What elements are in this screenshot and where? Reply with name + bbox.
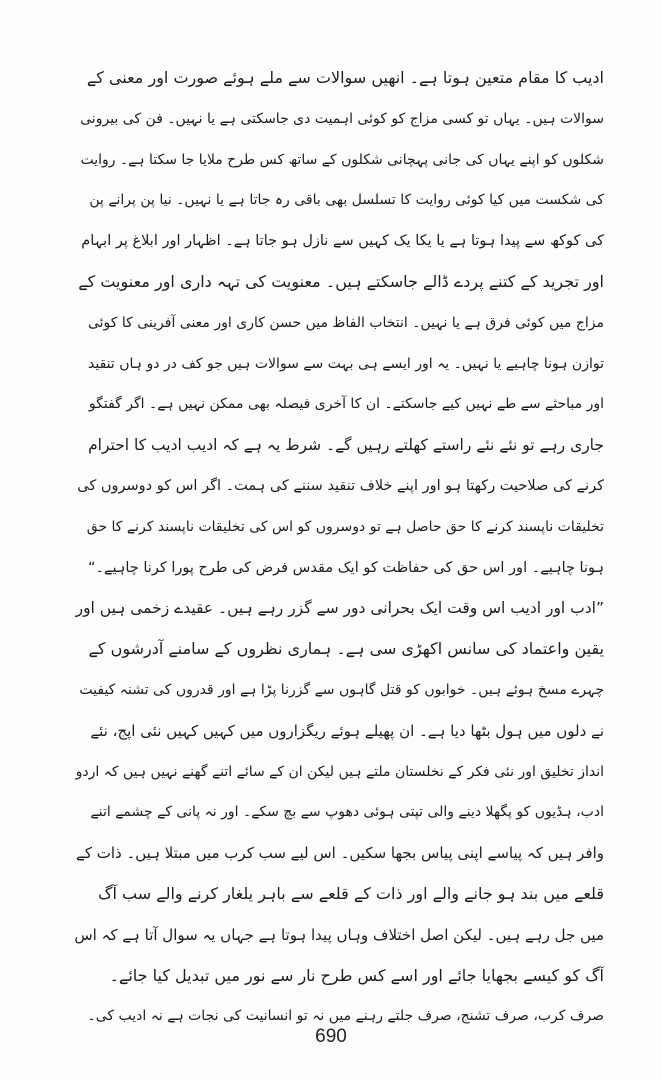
text-line-15: یقین واعتماد کی سانس اکھڑی سی ہے۔ ہماری نظروں کے سامنے آدرشوں کے [88,639,604,659]
text-line-22: میں جل رہے ہیں۔ لیکن اصل اختلاف وہاں پیدا ہوتا ہے جہاں یہ سوال آتا ہے کہ اس [74,925,604,944]
text-line-19: ادب، ہڈیوں کو پگھلا دینے والی تپتی ہوئی دھوپ سے بچ سکے۔ اور نہ پانی کے چشمے اتنے [90,804,604,821]
page-number: 690 [315,1026,347,1047]
text-line-17: نے دلوں میں ہول بٹھا دیا ہے۔ ان پھیلے ہوئے ریگزاروں میں کہیں کہیں نئی اپج، نئے [90,721,604,740]
text-line-24: صرف کرب، صرف تشنج، صرف جلتے رہنے میں نہ تو انسانیت کی نجات ہے نہ ادیب کی۔ [87,1008,604,1025]
text-line-2: سوالات ہیں۔ یہاں تو کسی مزاج کو کوئی اہمیت دی جاسکتی ہے یا نہیں۔ فن کی بیرونی [80,110,604,127]
text-line-23: آگ کو کیسے بجھایا جائے اور اسے کس طرح نار سے نور میں تبدیل کیا جائے۔ [109,965,604,985]
text-line-1: ادیب کا مقام متعین ہوتا ہے۔ انھیں سوالات سے ملے ہوئے صورت اور معنی کے [86,68,604,87]
text-line-5: کی کوکھ سے پیدا ہوتا ہے یا یکا یک کہیں سے نازل ہو جاتا ہے۔ اظہار اور ابلاغ پر ابہام [81,233,604,250]
text-line-3: شکلوں کو اپنے یہاں کی جانی پہچانی شکلوں کے ساتھ کس طرح ملایا جا سکتا ہے۔ روایت [80,151,604,168]
text-line-12: تخلیقات ناپسند کرنے کا حق حاصل ہے تو دوسروں کو اس کی تخلیقات ناپسند کرنے کا حق [86,518,604,535]
text-line-21: قلعے میں بند ہو جانے والے اور ذات کے قلعے سے باہر یلغار کرنے والے سب آگ [98,883,604,903]
text-line-9: اور مباحثے سے طے نہیں کیے جاسکتے۔ ان کا آخری فیصلہ بھی ممکن نہیں ہے۔ اگر گفتگو [88,396,604,413]
text-line-18: انداز تخلیق اور نئی فکر کے نخلستان ملتے ہیں لیکن ان کے سائے اتنے گھنے نہیں ہیں کہ اردو [75,763,604,780]
text-line-16: چہرے مسخ ہوئے ہیں۔ خوابوں کو قتل گاہوں سے گزرنا پڑا ہے اور قدروں کی تشنہ کیفیت [79,681,604,698]
text-line-20: وافر ہیں کہ پیاسے اپنی پیاس بجھا سکیں۔ اس لیے سب کرب میں مبتلا ہیں۔ ذات کے [76,844,604,863]
text-line-13: ہونا چاہیے۔ اور اس حق کی حفاظت کو ایک مقدس فرض کی طرح پورا کرنا چاہیے۔“ [88,559,604,576]
text-line-4: کی شکست میں کیا کوئی روایت کا تسلسل بھی باقی رہ جاتا ہے یا نہیں۔ نیا پن پرانے پن [89,192,604,209]
text-line-11: کرنے کی صلاحیت رکھتا ہو اور اپنے خلاف تنقید سننے کی ہمت۔ اگر اس کو دوسروں کی [77,477,604,494]
text-line-7: مزاج میں کوئی فرق ہے یا نہیں۔ انتخاب الفاظ میں حسن کاری اور معنی آفرینی کا کوئی [87,314,604,331]
text-line-8: توازن ہونا چاہیے یا نہیں۔ یہ اور ایسے ہی بہت سے سوالات ہیں جو کف در دو ہاں تنقید [88,355,604,372]
urdu-text-body [74,58,604,1037]
text-line-14: ”ادب اور ادیب اس وقت ایک بحرانی دور سے گزر رہے ہیں۔ عقیدے زخمی ہیں اور [75,599,604,618]
text-line-6: اور تجرید کے کتنے پردے ڈالے جاسکتے ہیں۔ معنویت کی تہہ داری اور معنویت کے [78,271,604,291]
text-line-10: جاری رہے تو نئے نئے راستے کھلتے رہیں گے۔ شرط یہ ہے کہ ادیب ادیب کا احترام [88,436,604,455]
